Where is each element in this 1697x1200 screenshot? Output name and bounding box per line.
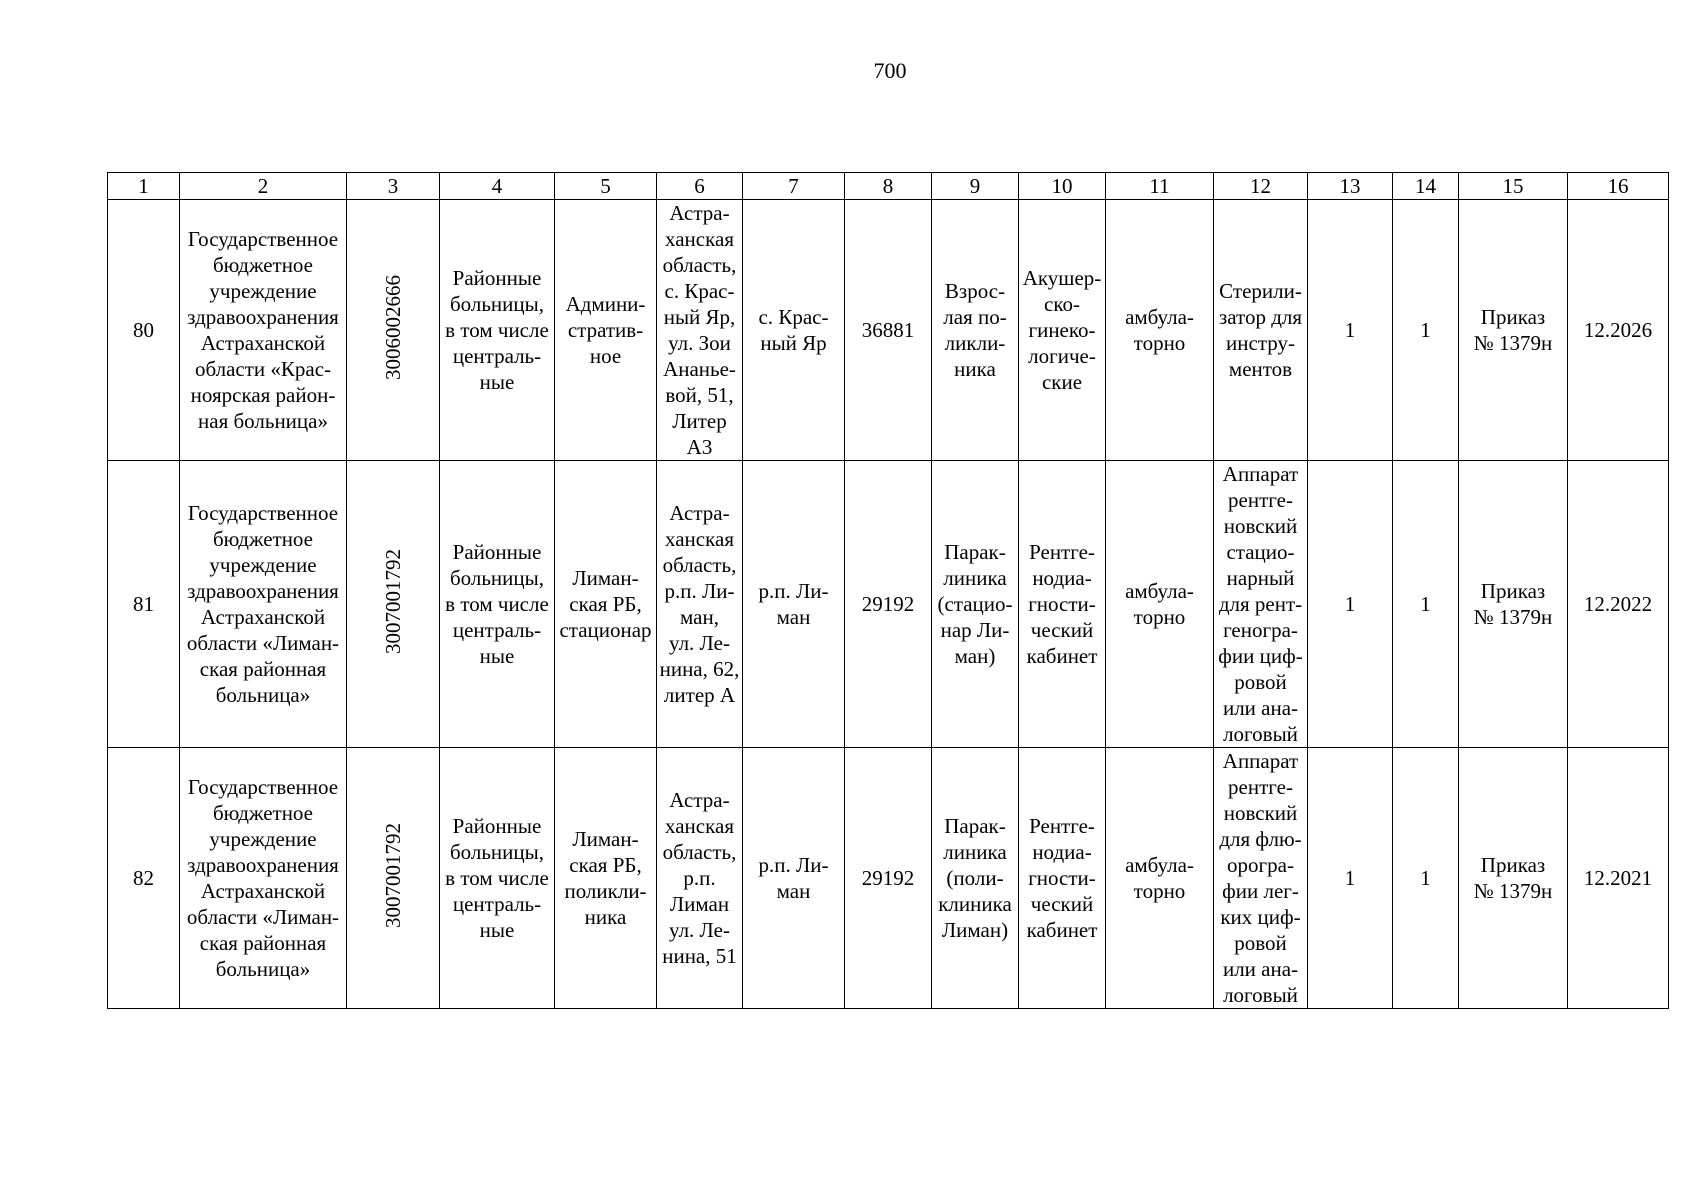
table-row <box>108 748 1669 1009</box>
institution-code-text: 3007001792 <box>381 548 405 654</box>
quantity-a: 1 <box>1308 748 1393 1009</box>
column-number: 6 <box>657 173 743 200</box>
order-reference: Приказ № 1379н <box>1459 461 1568 748</box>
locality-code: 29192 <box>845 748 932 1009</box>
department: Рентге- нодиа- гности- ческий кабинет <box>1019 461 1106 748</box>
column-number-row <box>108 173 1669 200</box>
unit: Взрос- лая по- ликли- ника <box>932 200 1019 461</box>
locality: р.п. Ли- ман <box>743 748 845 1009</box>
subdivision: Админи- стратив- ное <box>555 200 657 461</box>
institution-type: Районные больницы, в том числе централь- ные <box>440 748 555 1009</box>
care-form: амбула- торно <box>1106 461 1214 748</box>
equipment: Аппарат рентге- новский стацио- нарный для рент- геногра- фии циф- ровой или ана- логовый <box>1214 461 1308 748</box>
column-number: 11 <box>1106 173 1214 200</box>
column-number: 5 <box>555 173 657 200</box>
department: Акушер- ско- гинеко- логиче- ские <box>1019 200 1106 461</box>
institution-code-text: 3007001792 <box>381 822 405 928</box>
equipment: Стерили- затор для инстру- ментов <box>1214 200 1308 461</box>
date: 12.2021 <box>1568 748 1669 1009</box>
institution-type: Районные больницы, в том числе централь- ные <box>440 461 555 748</box>
subdivision: Лиман- ская РБ, стационар <box>555 461 657 748</box>
row-number: 82 <box>108 748 180 1009</box>
column-number: 2 <box>180 173 347 200</box>
column-number: 14 <box>1393 173 1459 200</box>
column-number: 9 <box>932 173 1019 200</box>
column-number: 8 <box>845 173 932 200</box>
locality-code: 29192 <box>845 461 932 748</box>
equipment-registry-table <box>107 172 1669 1009</box>
locality: р.п. Ли- ман <box>743 461 845 748</box>
column-number: 7 <box>743 173 845 200</box>
quantity-b: 1 <box>1393 748 1459 1009</box>
institution-code <box>347 461 440 748</box>
address: Астра- ханская область, р.п. Лиман ул. Ле- нина, 51 <box>657 748 743 1009</box>
address: Астра- ханская область, с. Крас- ный Яр, ул. Зои Ананье- вой, 51, Литер А3 <box>657 200 743 461</box>
page-number: 700 <box>873 58 907 83</box>
column-number: 16 <box>1568 173 1669 200</box>
care-form: амбула- торно <box>1106 748 1214 1009</box>
institution-type: Районные больницы, в том числе централь- ные <box>440 200 555 461</box>
table-row <box>108 200 1669 461</box>
column-number: 1 <box>108 173 180 200</box>
quantity-b: 1 <box>1393 461 1459 748</box>
row-number: 81 <box>108 461 180 748</box>
quantity-b: 1 <box>1393 200 1459 461</box>
row-number: 80 <box>108 200 180 461</box>
date: 12.2026 <box>1568 200 1669 461</box>
institution-code-text: 3006002666 <box>381 274 405 380</box>
department: Рентге- нодиа- гности- ческий кабинет <box>1019 748 1106 1009</box>
unit: Парак- линика (стацио- нар Ли- ман) <box>932 461 1019 748</box>
quantity-a: 1 <box>1308 461 1393 748</box>
subdivision: Лиман- ская РБ, поликли- ника <box>555 748 657 1009</box>
order-reference: Приказ № 1379н <box>1459 748 1568 1009</box>
column-number: 12 <box>1214 173 1308 200</box>
unit: Парак- линика (поли- клиника Лиман) <box>932 748 1019 1009</box>
institution-code <box>347 200 440 461</box>
order-reference: Приказ № 1379н <box>1459 200 1568 461</box>
equipment: Аппарат рентге- новский для флю- орогра- фии лег- ких циф- ровой или ана- логовый <box>1214 748 1308 1009</box>
institution-code <box>347 748 440 1009</box>
institution-name: Государственное бюджетное учреждение здравоохранения Астраханской области «Лиман- ская районная больница» <box>180 461 347 748</box>
address: Астра- ханская область, р.п. Ли- ман, ул. Ле- нина, 62, литер А <box>657 461 743 748</box>
column-number: 15 <box>1459 173 1568 200</box>
column-number: 3 <box>347 173 440 200</box>
date: 12.2022 <box>1568 461 1669 748</box>
column-number: 4 <box>440 173 555 200</box>
column-number: 13 <box>1308 173 1393 200</box>
institution-name: Государственное бюджетное учреждение здравоохранения Астраханской области «Лиман- ская районная больница» <box>180 748 347 1009</box>
institution-name: Государственное бюджетное учреждение здравоохранения Астраханской области «Крас- ноярская район- ная больница» <box>180 200 347 461</box>
table-row <box>108 461 1669 748</box>
locality-code: 36881 <box>845 200 932 461</box>
care-form: амбула- торно <box>1106 200 1214 461</box>
quantity-a: 1 <box>1308 200 1393 461</box>
locality: с. Крас- ный Яр <box>743 200 845 461</box>
column-number: 10 <box>1019 173 1106 200</box>
